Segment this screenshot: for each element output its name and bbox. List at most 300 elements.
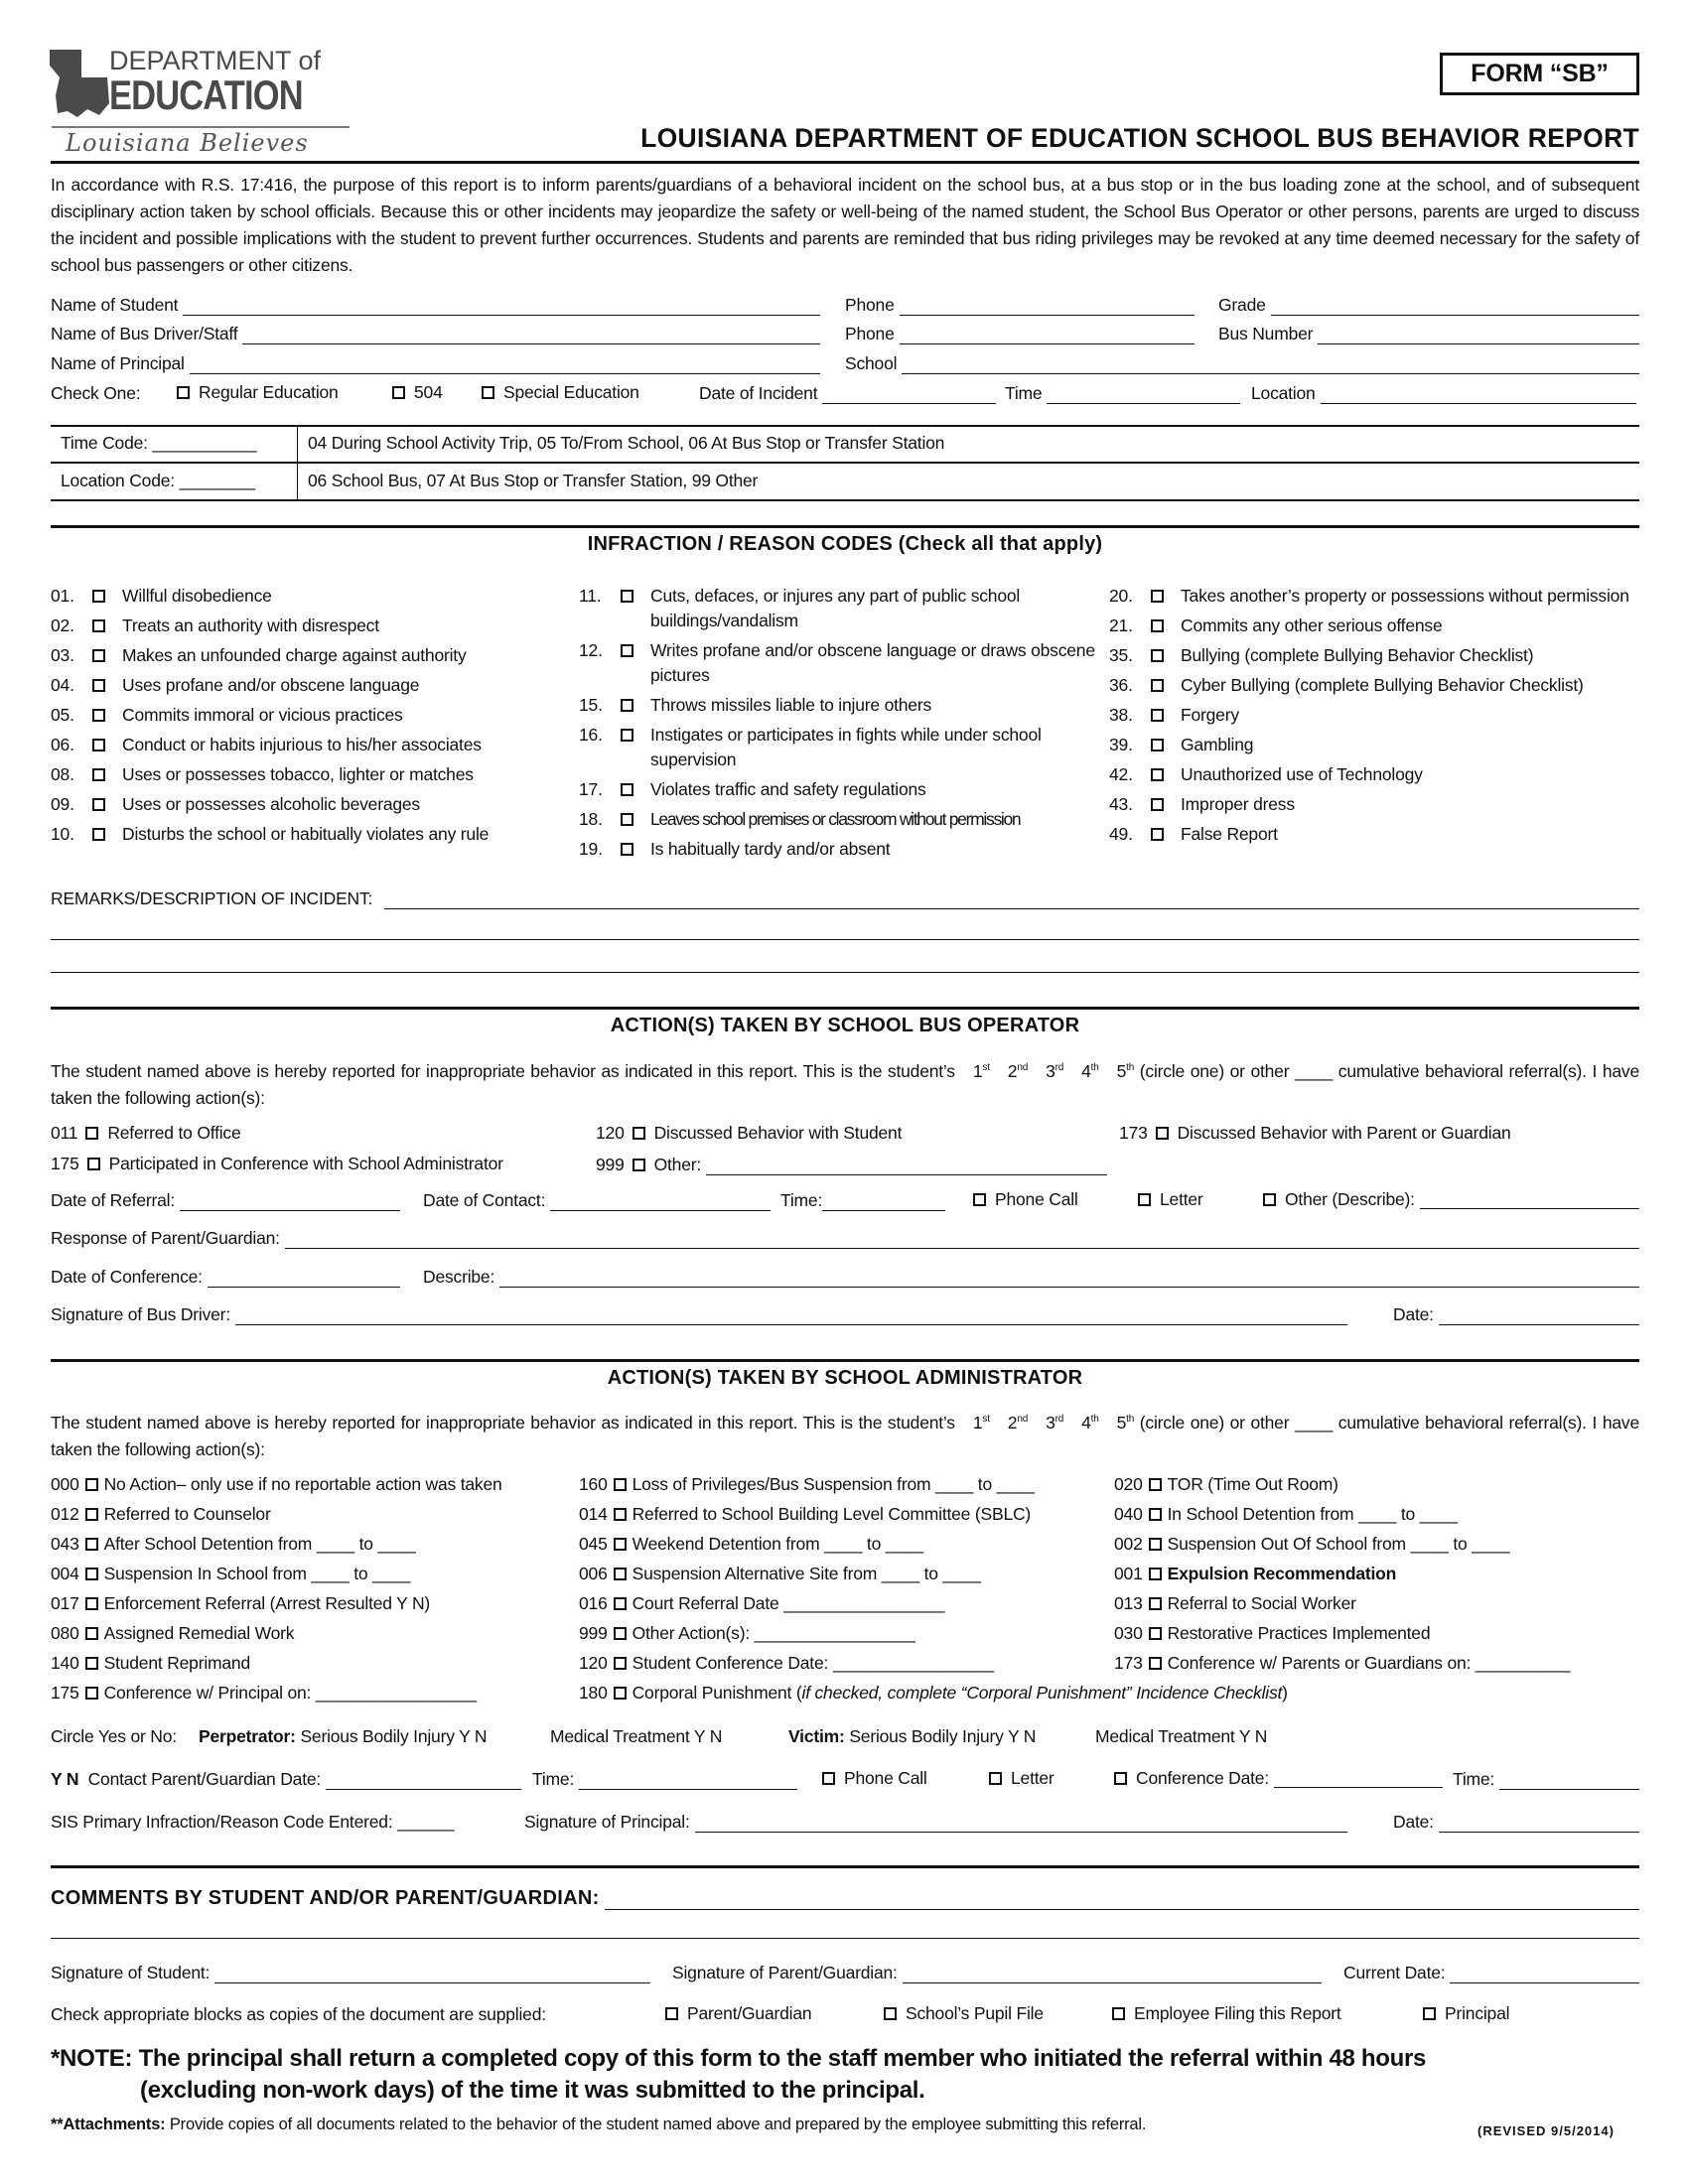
infraction-code: 43. — [1109, 794, 1133, 814]
table-border — [51, 425, 1639, 427]
checkbox-icon[interactable] — [614, 1657, 627, 1670]
checkbox-icon[interactable] — [1423, 2007, 1436, 2020]
action-code: 017 — [51, 1592, 79, 1613]
action-code: 004 — [51, 1563, 79, 1583]
checkbox-icon[interactable] — [85, 1657, 98, 1670]
action-code: 020 — [1114, 1473, 1143, 1494]
infraction-label: Leaves school premises or classroom without permission — [650, 809, 1021, 829]
bus-driver-signature-field[interactable] — [51, 1301, 1347, 1325]
ordinal-number: 3 — [1046, 1060, 1055, 1081]
remarks-input[interactable] — [384, 889, 1639, 909]
infraction-code: 20. — [1109, 586, 1133, 606]
input[interactable] — [579, 1770, 797, 1790]
grade-input[interactable] — [1271, 296, 1639, 316]
location-code-field[interactable]: Location Code: ________ — [61, 471, 255, 490]
infraction-item[interactable] — [51, 822, 567, 847]
checkbox-icon[interactable] — [1112, 2007, 1125, 2020]
infraction-item[interactable] — [579, 837, 1095, 862]
admin-action-item[interactable] — [51, 1588, 502, 1618]
time-input[interactable] — [1047, 384, 1240, 404]
other-describe-field[interactable] — [1263, 1187, 1639, 1211]
bus-driver-input[interactable] — [242, 325, 820, 344]
input[interactable] — [208, 1268, 400, 1288]
infraction-item[interactable] — [1109, 792, 1639, 817]
infraction-item[interactable] — [1109, 643, 1639, 668]
infraction-item[interactable] — [51, 584, 567, 609]
infraction-code: 05. — [51, 705, 74, 725]
checkbox-icon[interactable] — [621, 644, 633, 657]
action-label: Referred to Counselor — [103, 1503, 271, 1524]
checkbox-icon[interactable] — [621, 843, 633, 856]
label: Date of Incident — [699, 383, 818, 403]
infraction-item[interactable] — [1109, 762, 1639, 787]
date-of-contact-field[interactable] — [423, 1187, 771, 1211]
infraction-label: Throws missiles liable to injure others — [650, 695, 932, 715]
action-code: 080 — [51, 1622, 79, 1643]
infraction-label: Disturbs the school or habitually violates any rule — [122, 824, 490, 844]
student-name-field[interactable] — [51, 292, 820, 316]
infraction-label: Instigates or participates in fights while under school supervision — [650, 725, 1042, 769]
infraction-item[interactable] — [579, 723, 1095, 772]
other-action-field[interactable] — [596, 1152, 1107, 1175]
current-date-field[interactable] — [1343, 1960, 1639, 1983]
infraction-code: 12. — [579, 640, 603, 660]
checkbox-icon[interactable] — [633, 1127, 645, 1140]
operator-action-item[interactable] — [51, 1118, 241, 1148]
date-of-incident-field[interactable] — [699, 380, 996, 404]
ordinal-suffix: th — [1126, 1414, 1135, 1425]
perpetrator-injury[interactable] — [199, 1723, 487, 1747]
label: Name of Principal — [51, 353, 185, 373]
copy-parent-checkbox[interactable] — [665, 2001, 811, 2025]
checkbox-icon[interactable] — [1151, 619, 1164, 632]
checkbox-icon[interactable] — [1149, 1568, 1162, 1580]
checkbox-wrap[interactable] — [621, 777, 650, 802]
remarks-line[interactable] — [51, 939, 1639, 940]
input[interactable] — [214, 1964, 650, 1983]
admin-action-item[interactable] — [1114, 1529, 1570, 1559]
infraction-item[interactable] — [1109, 584, 1639, 609]
checkbox-icon[interactable] — [1151, 679, 1164, 692]
checkbox-wrap[interactable] — [92, 614, 122, 638]
time-code-field[interactable]: Time Code: ___________ — [61, 433, 257, 453]
attachments-note — [51, 2116, 1146, 2134]
action-label: Conference w/ Principal on: _________________ — [103, 1682, 477, 1703]
checkbox-icon[interactable] — [1151, 768, 1164, 781]
checkbox-wrap[interactable] — [1151, 822, 1181, 847]
infraction-item[interactable] — [1109, 673, 1639, 698]
checkbox-icon[interactable] — [884, 2007, 897, 2020]
checkbox-icon[interactable] — [85, 1597, 98, 1610]
action-label: Restorative Practices Implemented — [1167, 1622, 1431, 1643]
checkbox-icon[interactable] — [621, 699, 633, 712]
admin-action-item[interactable] — [1114, 1618, 1570, 1648]
input[interactable] — [285, 1229, 1639, 1249]
parent-signature-field[interactable] — [672, 1960, 1322, 1983]
checkbox-wrap[interactable] — [621, 723, 650, 772]
referral-ordinal[interactable] — [973, 1406, 990, 1436]
operator-action-item[interactable] — [51, 1149, 503, 1178]
checkbox-icon[interactable] — [621, 590, 633, 603]
principal-field[interactable] — [51, 350, 820, 374]
infraction-item[interactable] — [51, 643, 567, 668]
checkbox-wrap[interactable] — [1151, 703, 1181, 728]
other-action-input[interactable] — [706, 1156, 1107, 1175]
infraction-label: Bullying (complete Bullying Behavior Checklist) — [1181, 645, 1534, 665]
input[interactable] — [180, 1191, 400, 1211]
checkbox-icon[interactable] — [822, 1772, 835, 1785]
checkbox-icon[interactable] — [1156, 1127, 1169, 1140]
action-code: 180 — [579, 1682, 608, 1703]
admin-phone-call-checkbox[interactable] — [822, 1766, 927, 1790]
checkbox-wrap[interactable] — [1151, 614, 1181, 638]
checkbox-icon[interactable] — [1149, 1597, 1162, 1610]
bus-number-field[interactable] — [1218, 321, 1639, 344]
checkbox-icon[interactable] — [85, 1478, 98, 1491]
school-input[interactable] — [902, 354, 1639, 374]
checkbox-icon[interactable] — [92, 798, 105, 811]
checkbox-icon[interactable] — [1151, 798, 1164, 811]
infraction-code: 16. — [579, 725, 603, 745]
input[interactable] — [695, 1813, 1347, 1833]
school-field[interactable] — [845, 350, 1639, 374]
admin-action-item[interactable] — [1114, 1499, 1570, 1529]
describe-field[interactable] — [423, 1264, 1639, 1288]
yes-no-choice[interactable]: Serious Bodily Injury Y N — [849, 1726, 1037, 1746]
admin-action-item[interactable] — [51, 1529, 502, 1559]
checkbox-icon[interactable] — [85, 1538, 98, 1551]
yes-no-choice[interactable]: Medical Treatment Y N — [550, 1726, 723, 1746]
label: School — [845, 353, 898, 373]
checkbox-icon[interactable] — [1149, 1508, 1162, 1521]
admin-action-item[interactable] — [51, 1559, 502, 1588]
remarks-field[interactable] — [51, 886, 1639, 909]
principal-input[interactable] — [190, 354, 820, 374]
input[interactable] — [235, 1305, 1347, 1325]
conference-date-field[interactable] — [1114, 1766, 1443, 1790]
action-code: 160 — [579, 1473, 608, 1494]
checkbox-wrap[interactable] — [92, 822, 122, 847]
bus-driver-field[interactable] — [51, 321, 820, 344]
grade-field[interactable] — [1218, 292, 1639, 316]
divider — [51, 161, 1639, 164]
checkbox-wrap[interactable] — [1151, 762, 1181, 787]
checkbox-wrap[interactable] — [92, 673, 122, 698]
checkbox-wrap[interactable] — [92, 703, 122, 728]
infraction-item[interactable] — [51, 614, 567, 638]
checkbox-icon[interactable] — [92, 619, 105, 632]
regular-education-checkbox[interactable] — [177, 380, 339, 404]
infraction-item[interactable] — [579, 693, 1095, 718]
logo-tagline: Louisiana Believes — [66, 129, 309, 157]
referral-ordinal[interactable] — [1117, 1406, 1135, 1436]
checkbox-icon[interactable] — [1151, 649, 1164, 662]
checkbox-icon[interactable] — [85, 1627, 98, 1640]
checkbox-icon[interactable] — [614, 1627, 627, 1640]
checkbox-wrap[interactable] — [621, 638, 650, 688]
input[interactable] — [822, 1191, 945, 1211]
copy-employee-checkbox[interactable] — [1112, 2001, 1341, 2025]
contact-time-field[interactable] — [532, 1766, 797, 1790]
admin-action-item[interactable] — [51, 1618, 502, 1648]
input[interactable] — [1439, 1305, 1639, 1325]
infraction-item[interactable] — [579, 584, 1095, 633]
checkbox-wrap[interactable] — [1151, 733, 1181, 757]
referral-ordinal[interactable] — [1046, 1406, 1063, 1436]
input[interactable] — [1439, 1813, 1639, 1833]
para-text: The student named above is hereby reported for inappropriate behavior as indicated in this report. This is the student’s — [51, 1060, 955, 1081]
checkbox-icon[interactable] — [1263, 1193, 1276, 1206]
checkbox-icon[interactable] — [392, 386, 405, 399]
operator-action-item[interactable] — [596, 1118, 902, 1148]
referral-ordinal[interactable] — [1046, 1054, 1063, 1085]
checkbox-icon[interactable] — [1114, 1772, 1127, 1785]
bus-driver-date-field[interactable] — [1393, 1301, 1639, 1325]
checkbox-wrap[interactable] — [621, 837, 650, 862]
contact-time-field[interactable] — [780, 1187, 945, 1211]
action-code: 001 — [1114, 1563, 1143, 1583]
action-label: Referred to School Building Level Committee (SBLC) — [632, 1503, 1032, 1524]
sis-code-field[interactable] — [51, 1809, 454, 1833]
checkbox-icon[interactable] — [614, 1508, 627, 1521]
infraction-item[interactable] — [1109, 614, 1639, 638]
intro-paragraph: In accordance with R.S. 17:416, the purpose of this report is to inform parents/guardians of a behavioral incident on the school bus, at a bus stop or in the bus loading zone at the school, and of subsequent disciplinary action taken by school officials. Because this or other incidents may jeopardize the safety or well-being of the named student, the School Bus Operator or other persons, parents are urged to discuss the incident and possible implications with the student to prevent further occurrences. Students and parents are reminded that bus riding privileges may be revoked at any time deemed necessary for the safety of school bus passengers or other citizens. — [51, 175, 1639, 275]
referral-ordinal[interactable] — [973, 1054, 990, 1085]
copy-principal-checkbox[interactable] — [1423, 2001, 1509, 2025]
checkbox-wrap[interactable] — [621, 584, 650, 633]
action-label: Student Reprimand — [103, 1652, 250, 1673]
infraction-item[interactable] — [1109, 822, 1639, 847]
checkbox-icon[interactable] — [92, 649, 105, 662]
action-code: 173 — [1119, 1122, 1148, 1143]
checkbox-icon[interactable] — [614, 1568, 627, 1580]
checkbox-icon[interactable] — [1149, 1627, 1162, 1640]
checkbox-icon[interactable] — [614, 1538, 627, 1551]
comments-field[interactable] — [51, 1882, 1639, 1910]
yes-no-choice[interactable]: Serious Bodily Injury Y N — [300, 1726, 488, 1746]
comments-line[interactable] — [51, 1938, 1639, 1939]
location-input[interactable] — [1321, 384, 1636, 404]
student-signature-field[interactable] — [51, 1960, 650, 1983]
infraction-code: 09. — [51, 794, 74, 814]
checkbox-icon[interactable] — [989, 1772, 1002, 1785]
checkbox-icon[interactable] — [92, 828, 105, 841]
checkbox-icon[interactable] — [87, 1158, 100, 1170]
infraction-item[interactable] — [51, 792, 567, 817]
perpetrator-medical[interactable] — [550, 1723, 722, 1747]
checkbox-icon[interactable] — [665, 2007, 678, 2020]
checkbox-wrap[interactable] — [92, 733, 122, 757]
admin-action-item[interactable] — [579, 1678, 1288, 1707]
time-field[interactable] — [1005, 380, 1240, 404]
checkbox-icon[interactable] — [85, 1127, 98, 1140]
remarks-line[interactable] — [51, 972, 1639, 973]
referral-ordinal[interactable] — [1081, 1054, 1099, 1085]
phone-call-checkbox[interactable] — [973, 1187, 1078, 1211]
checkbox-wrap[interactable] — [1151, 584, 1181, 609]
label: Signature of Parent/Guardian: — [672, 1963, 898, 1982]
driver-phone-input[interactable] — [900, 325, 1195, 344]
action-code: 120 — [596, 1122, 625, 1143]
input[interactable] — [326, 1770, 521, 1790]
admin-action-item[interactable] — [1114, 1559, 1570, 1588]
action-label: TOR (Time Out Room) — [1167, 1473, 1338, 1494]
student-phone-input[interactable] — [900, 296, 1195, 316]
checkbox-icon[interactable] — [85, 1687, 98, 1700]
infraction-label: Commits immoral or vicious practices — [122, 705, 403, 725]
referral-ordinal[interactable] — [1008, 1406, 1028, 1436]
checkbox-icon[interactable] — [621, 813, 633, 826]
infraction-item[interactable] — [51, 673, 567, 698]
label: Perpetrator: — [199, 1726, 296, 1746]
infraction-label: Improper dress — [1181, 794, 1295, 814]
checkbox-wrap[interactable] — [92, 584, 122, 609]
victim-injury[interactable] — [788, 1723, 1036, 1747]
label: Time — [1005, 383, 1043, 403]
input[interactable] — [550, 1191, 771, 1211]
admin-letter-checkbox[interactable] — [989, 1766, 1055, 1790]
checkbox-wrap[interactable] — [92, 762, 122, 787]
admin-action-item[interactable] — [51, 1499, 502, 1529]
checkbox-icon[interactable] — [1149, 1657, 1162, 1670]
checkbox-icon[interactable] — [621, 783, 633, 796]
divider — [51, 1359, 1639, 1362]
location-code-legend: 06 School Bus, 07 At Bus Stop or Transfer Station, 99 Other — [308, 471, 759, 490]
operator-action-item[interactable] — [596, 1155, 701, 1175]
checkbox-icon[interactable] — [92, 739, 105, 751]
checkbox-icon[interactable] — [85, 1568, 98, 1580]
infraction-code: 03. — [51, 645, 74, 665]
action-code: 002 — [1114, 1533, 1143, 1554]
checkbox-icon[interactable] — [1149, 1538, 1162, 1551]
admin-action-item[interactable] — [51, 1648, 502, 1678]
504-checkbox[interactable] — [392, 380, 443, 404]
yes-no-choice[interactable]: Y N — [51, 1769, 79, 1789]
label: Regular Education — [199, 381, 339, 402]
date-of-referral-field[interactable] — [51, 1187, 400, 1211]
checkbox-icon[interactable] — [1151, 828, 1164, 841]
input[interactable] — [1420, 1189, 1639, 1209]
label: Current Date: — [1343, 1963, 1446, 1982]
label: SIS Primary Infraction/Reason Code Entered: ______ — [51, 1812, 455, 1832]
checkbox-icon[interactable] — [614, 1597, 627, 1610]
infraction-item[interactable] — [579, 777, 1095, 802]
label: Name of Bus Driver/Staff — [51, 324, 238, 343]
checkbox-icon[interactable] — [1149, 1478, 1162, 1491]
input[interactable] — [903, 1964, 1322, 1983]
principal-date-field[interactable] — [1393, 1809, 1639, 1833]
checkbox-icon[interactable] — [614, 1687, 627, 1700]
location-field[interactable] — [1251, 380, 1636, 404]
infraction-label: Uses or possesses tobacco, lighter or matches — [122, 764, 474, 784]
checkbox-icon[interactable] — [1138, 1193, 1151, 1206]
infraction-code: 39. — [1109, 735, 1133, 754]
label: Bus Number — [1218, 324, 1314, 343]
victim-medical[interactable] — [1095, 1723, 1267, 1747]
checkbox-wrap[interactable] — [92, 792, 122, 817]
corporal-close: ) — [1282, 1682, 1288, 1703]
input[interactable] — [1274, 1768, 1443, 1788]
checkbox-wrap[interactable] — [92, 643, 122, 668]
infraction-item[interactable] — [51, 733, 567, 757]
input[interactable] — [1499, 1770, 1639, 1790]
checkbox-icon[interactable] — [482, 386, 494, 399]
operator-action-item[interactable] — [1119, 1118, 1511, 1148]
infraction-item[interactable] — [579, 807, 1095, 832]
date-of-incident-input[interactable] — [822, 384, 996, 404]
referral-ordinal[interactable] — [1117, 1054, 1135, 1085]
checkbox-icon[interactable] — [92, 590, 105, 603]
checkbox-wrap[interactable] — [621, 807, 650, 832]
admin-action-item[interactable] — [51, 1469, 502, 1499]
infraction-code: 18. — [579, 809, 603, 829]
response-field[interactable] — [51, 1225, 1639, 1249]
principal-signature-field[interactable] — [524, 1809, 1347, 1833]
student-phone-field[interactable] — [845, 292, 1195, 316]
letter-checkbox[interactable] — [1138, 1187, 1203, 1211]
copy-pupil-file-checkbox[interactable] — [884, 2001, 1044, 2025]
action-code: 030 — [1114, 1622, 1143, 1643]
admin-action-item[interactable] — [1114, 1648, 1570, 1678]
checkbox-wrap[interactable] — [1151, 792, 1181, 817]
conference-time-field[interactable] — [1453, 1766, 1639, 1790]
checkbox-icon[interactable] — [1151, 709, 1164, 722]
checkbox-icon[interactable] — [92, 768, 105, 781]
infraction-label: Forgery — [1181, 705, 1239, 725]
logo — [48, 48, 355, 159]
referral-ordinal[interactable] — [1081, 1406, 1099, 1436]
checkbox-icon[interactable] — [177, 386, 190, 399]
checkbox-icon[interactable] — [92, 679, 105, 692]
bus-number-input[interactable] — [1318, 325, 1639, 344]
checkbox-icon[interactable] — [973, 1193, 986, 1206]
referral-ordinal[interactable] — [1008, 1054, 1028, 1085]
input[interactable] — [499, 1268, 1639, 1288]
admin-action-item[interactable] — [51, 1678, 502, 1707]
yes-no-choice[interactable]: Medical Treatment Y N — [1095, 1726, 1268, 1746]
checkbox-wrap[interactable] — [1151, 673, 1181, 698]
input[interactable] — [605, 1890, 1639, 1910]
checkbox-wrap[interactable] — [621, 693, 650, 718]
contact-date-field[interactable] — [51, 1766, 521, 1790]
checkbox-icon[interactable] — [621, 729, 633, 742]
para-text: (circle one) or other ____ cumulative behavioral referral(s). I have taken the following action(s): — [51, 1060, 1639, 1108]
checkbox-icon[interactable] — [633, 1159, 645, 1171]
checkbox-icon[interactable] — [85, 1508, 98, 1521]
infraction-item[interactable] — [579, 638, 1095, 688]
infraction-item[interactable] — [1109, 703, 1639, 728]
student-name-input[interactable] — [183, 296, 820, 316]
infraction-item[interactable] — [51, 762, 567, 787]
label: Signature of Student: — [51, 1963, 211, 1982]
infraction-item[interactable] — [51, 703, 567, 728]
para-text: (circle one) or other ____ cumulative behavioral referral(s). I have taken the following action(s): — [51, 1412, 1639, 1459]
checkbox-wrap[interactable] — [1151, 643, 1181, 668]
input[interactable] — [1450, 1964, 1639, 1983]
infraction-code: 17. — [579, 779, 603, 799]
checkbox-icon[interactable] — [92, 709, 105, 722]
checkbox-icon[interactable] — [1151, 590, 1164, 603]
admin-action-item[interactable] — [1114, 1469, 1570, 1499]
admin-action-item[interactable] — [1114, 1588, 1570, 1618]
checkbox-icon[interactable] — [1151, 739, 1164, 751]
special-education-checkbox[interactable] — [482, 380, 639, 404]
checkbox-icon[interactable] — [614, 1478, 627, 1491]
driver-phone-field[interactable] — [845, 321, 1195, 344]
date-of-conference-field[interactable] — [51, 1264, 400, 1288]
infraction-item[interactable] — [1109, 733, 1639, 757]
action-label: Referral to Social Worker — [1167, 1592, 1356, 1613]
